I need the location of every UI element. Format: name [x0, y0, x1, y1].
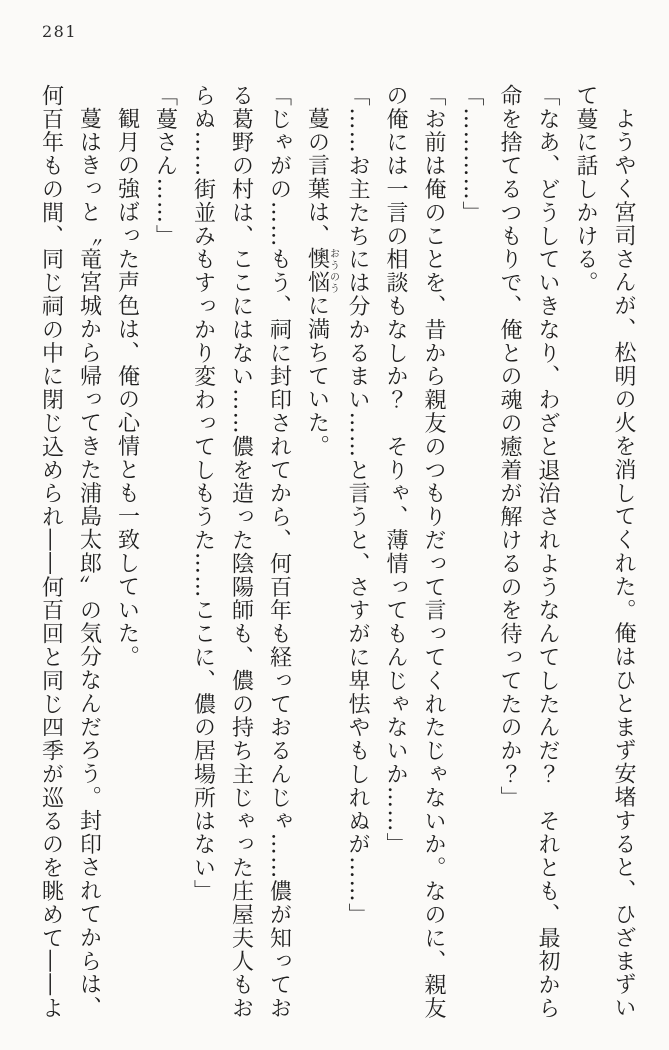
paragraph-dialogue: 「蔓さん……」	[152, 84, 178, 248]
paragraph-narration: 観月の強ばった声色は、俺の心情とも一致していた。	[114, 107, 140, 669]
furigana: おうのう	[327, 247, 339, 295]
paragraph-dialogue: 「……お主たちには分かるまい……と言うと、さすがに卑怯やもしれぬが……」	[345, 84, 370, 927]
ruby-after-text: に満ちていた。	[304, 294, 330, 459]
ruby-base: 懊悩	[304, 247, 330, 295]
page-number: 281	[42, 22, 78, 41]
paragraph-narration: ようやく宮司さんが、松明の火を消してくれた。俺はひとまず安堵すると、ひざまずいて蔓に話しかける。	[573, 84, 636, 1020]
paragraph-dialogue: 「なあ、どうしていきなり、わざと退治されようなんてしたんだ？ それとも、最初から命を捨てるつもりで、俺との魂の癒着が解けるのを待ってたのか？」	[497, 84, 560, 1020]
paragraph-narration: 蔓はきっと〝竜宮城から帰ってきた浦島太郎〟の気分なんだろう。封印されてからは、何百年もの間、同じ祠の中に閉じ込められ――何百回と同じ四季が巡るのを眺めて――よ	[38, 84, 102, 1020]
paragraph-narration-with-furigana	[298, 84, 339, 1022]
ruby-word	[304, 247, 339, 295]
paragraph-dialogue: 「じゃがの……もう、祠に封印されてから、何百年も経っておるんじゃ……儂が知っておる葛野の村は、ここにはない……儂を造った陰陽師も、儂の持ち主じゃった庄屋夫人もおらぬ……街並みもすっかり変わってしもうた……ここに、儂の居場所はない」	[190, 84, 292, 1020]
ruby-before-text: 蔓の言葉は、	[304, 107, 330, 248]
paragraph-dialogue-silence: 「…………」	[459, 84, 484, 225]
vertical-text-body	[32, 84, 643, 1022]
paragraph-dialogue: 「お前は俺のことを、昔から親友のつもりだって言ってくれたじゃないか。なのに、親友の俺には一言の相談もなしか？ そりゃ、薄情ってもんじゃないか……」	[383, 84, 446, 1020]
